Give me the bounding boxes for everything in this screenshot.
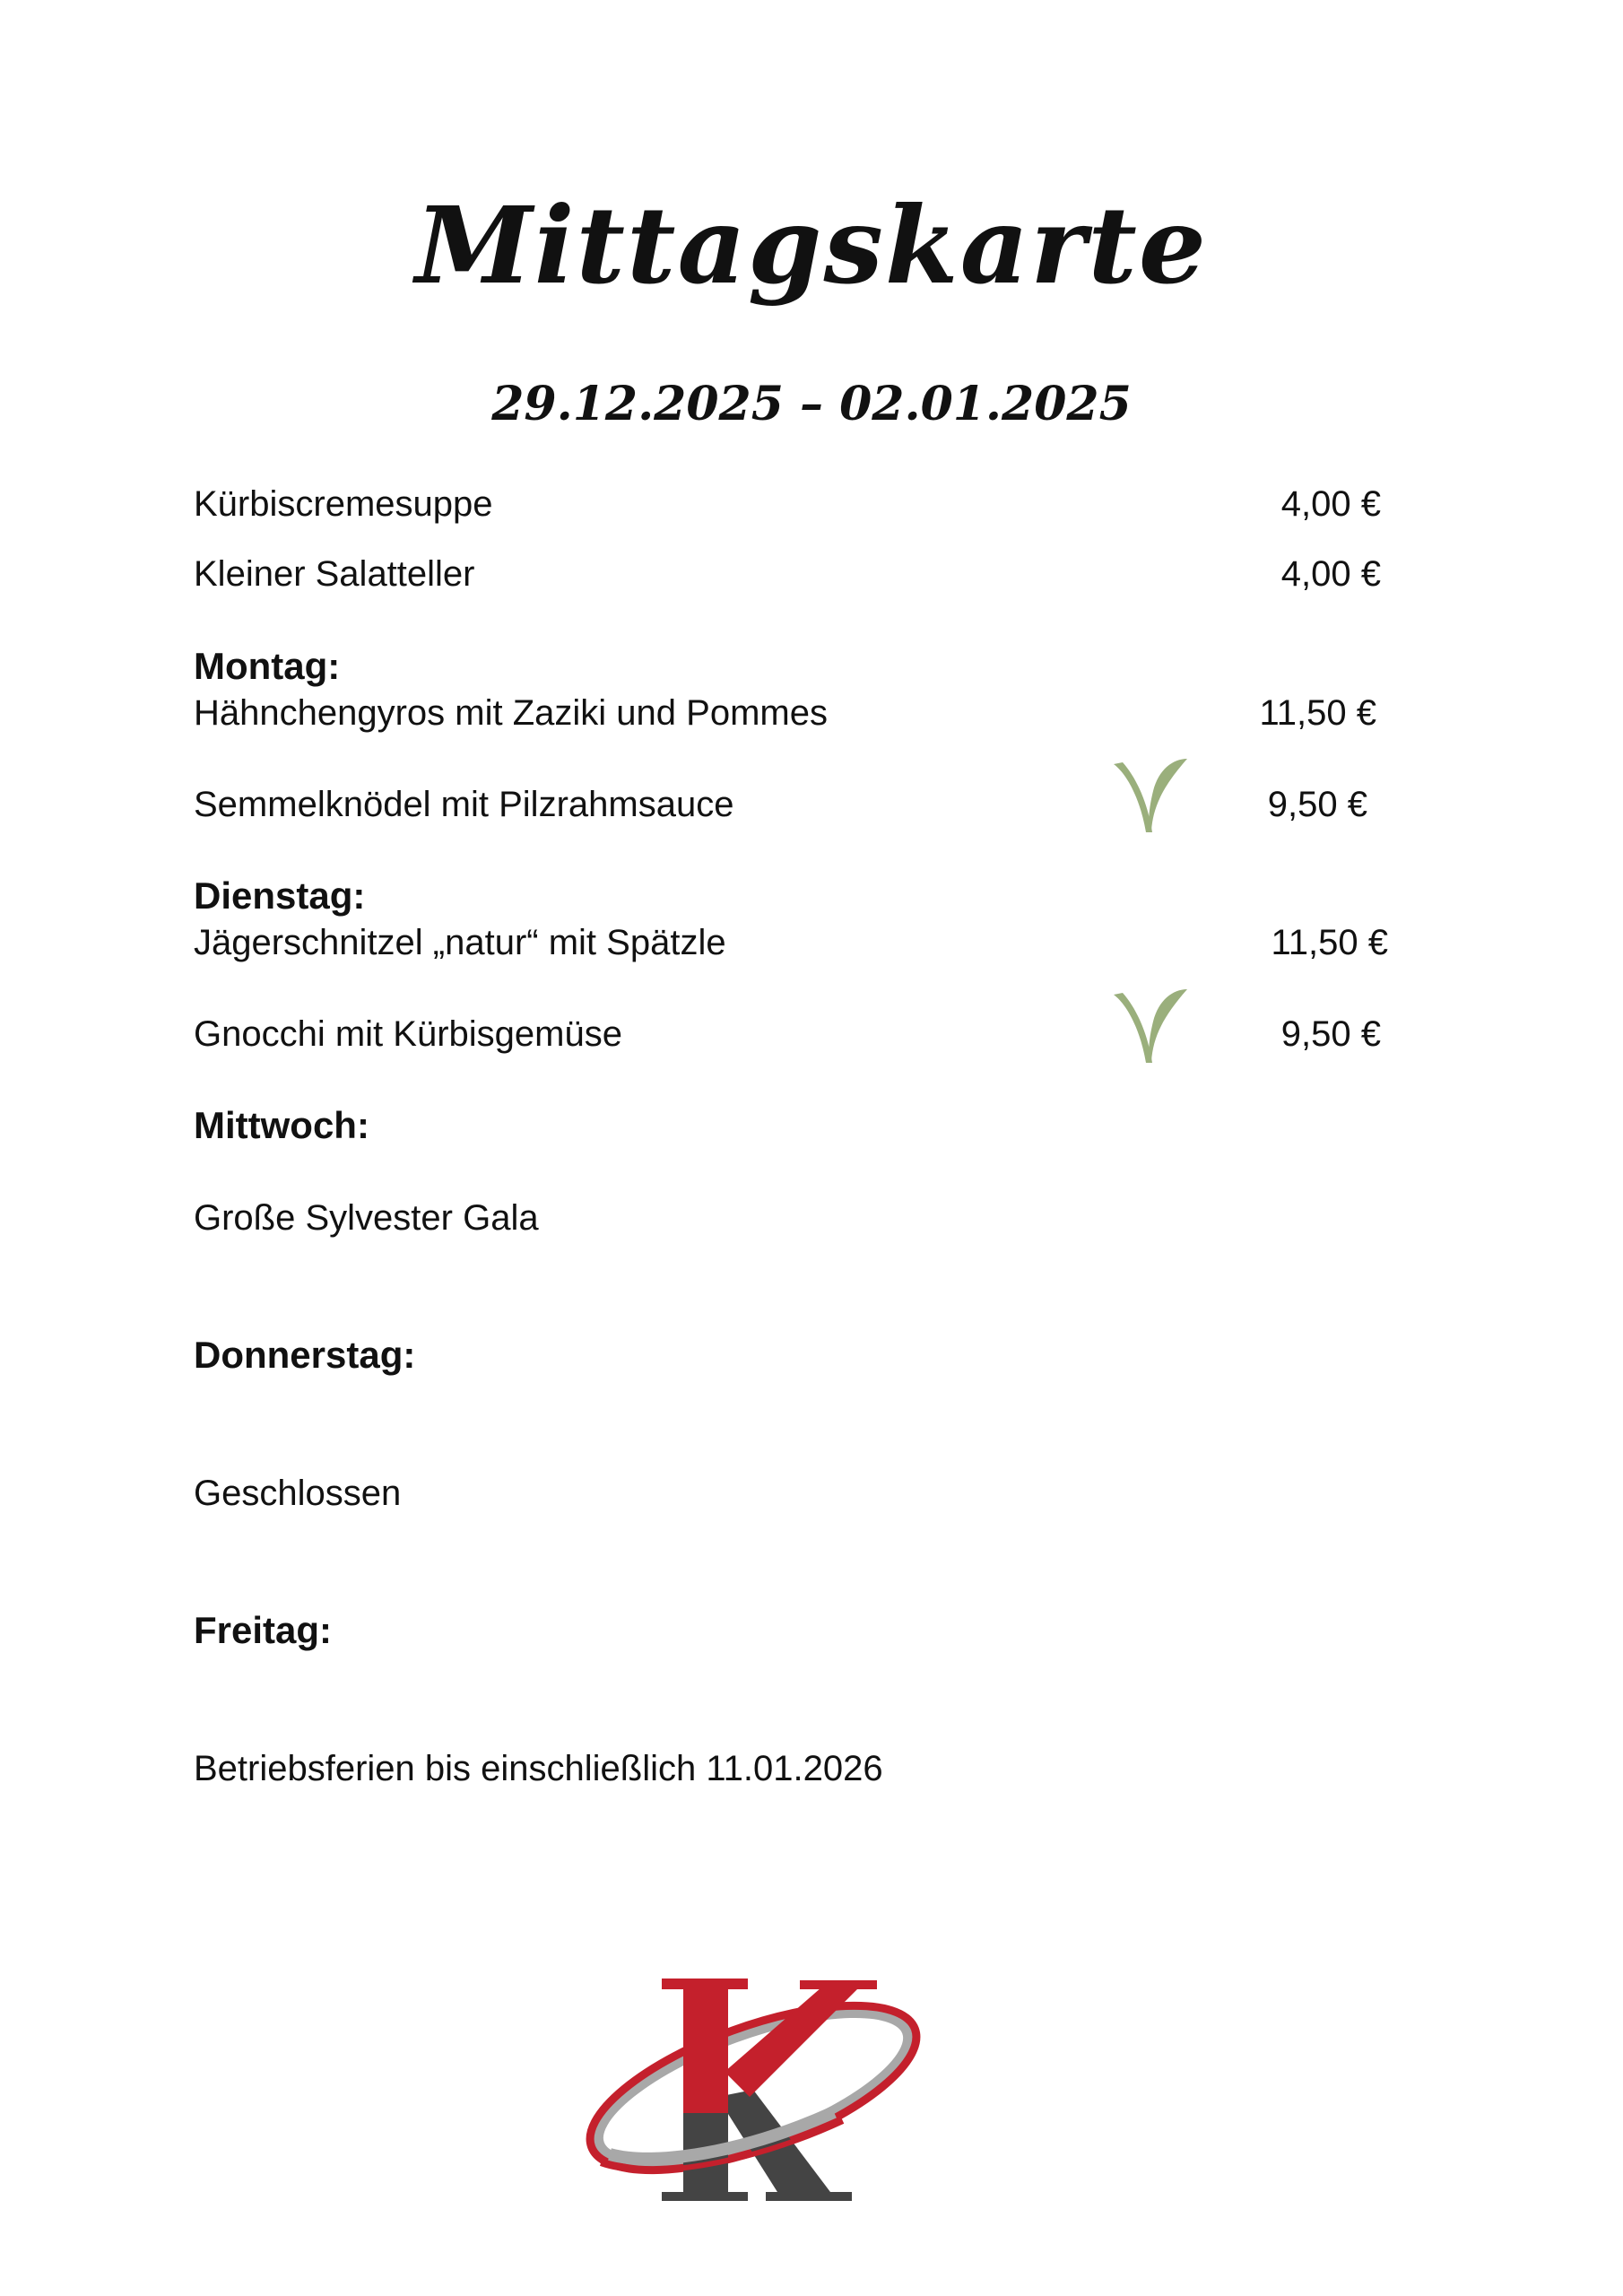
thursday-note: Geschlossen (194, 1474, 402, 1513)
vegetarian-leaf-icon (1110, 752, 1191, 834)
wednesday-note: Große Sylvester Gala (194, 1198, 539, 1238)
monday-dish-1-price: 11,50 € (1259, 693, 1376, 733)
friday-note: Betriebsferien bis einschließlich 11.01.2026 (194, 1749, 883, 1788)
tuesday-dish-2-price: 9,50 € (1280, 1014, 1381, 1054)
day-label-wednesday: Mittwoch: (194, 1104, 369, 1146)
monday-dish-2-price: 9,50 € (1267, 785, 1367, 824)
day-label-tuesday: Dienstag: (194, 874, 366, 917)
monday-dish-2-name: Semmelknödel mit Pilzrahmsauce (194, 785, 734, 824)
day-label-monday: Montag: (194, 645, 341, 687)
tuesday-dish-1-price: 11,50 € (1271, 923, 1388, 962)
page-title: Mittagskarte (415, 183, 1208, 308)
starter-name-salad: Kleiner Salatteller (194, 554, 475, 594)
starter-price-salad: 4,00 € (1280, 554, 1381, 594)
starter-price-soup: 4,00 € (1280, 484, 1381, 524)
monday-dish-1-name: Hähnchengyros mit Zaziki und Pommes (194, 693, 828, 733)
day-label-friday: Freitag: (194, 1609, 333, 1651)
day-label-thursday: Donnerstag: (194, 1334, 416, 1376)
starter-name-soup: Kürbiscremesuppe (194, 484, 493, 524)
date-range: 29.12.2025 – 02.01.2025 (491, 377, 1132, 431)
tuesday-dish-2-name: Gnocchi mit Kürbisgemüse (194, 1014, 622, 1054)
vegetarian-leaf-icon (1110, 982, 1191, 1065)
k-logo (574, 1964, 933, 2206)
tuesday-dish-1-name: Jägerschnitzel „natur“ mit Spätzle (194, 923, 726, 962)
